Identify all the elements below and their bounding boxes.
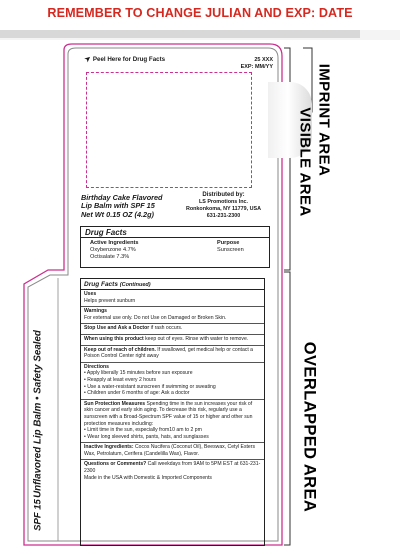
inactive-ingredients-section	[81, 443, 264, 460]
arrow-icon: ➤	[83, 54, 93, 64]
exp-date: EXP: MM/YY	[240, 64, 273, 70]
peel-here-label[interactable]	[85, 55, 165, 63]
product-name-line: Net Wt 0.15 OZ (4.2g)	[81, 209, 154, 219]
made-in-text: Made in the USA with Domestic & Imported Components	[84, 474, 212, 481]
keep-out-text: If swallowed, get medical help or contact a Poison Control Center right away	[84, 346, 254, 360]
uses-heading: Uses	[84, 291, 97, 297]
questions-text: Call weekdays from 9AM to 5PM EST at 631-231-2300	[84, 461, 261, 475]
peel-here-text: Peel Here for Drug Facts	[92, 56, 166, 63]
sun-protection-section	[81, 400, 264, 444]
questions-section	[81, 460, 264, 483]
spf-panel	[22, 490, 54, 540]
overlapped-area-label: OVERLAPPED AREA	[300, 341, 319, 513]
drug-facts-panel	[80, 226, 270, 268]
direction-item: • Apply liberally 15 minutes before sun exposure	[84, 370, 193, 377]
distributor-heading: Distributed by:	[202, 192, 245, 198]
sun-protection-text: Spending time in the sun increases your risk of skin cancer and early skin aging. To decrease this risk, regularly use a sunscreen with a Broad-Spectrum SPF value of 15 or higher and other sun protection measures including:	[84, 400, 253, 427]
product-name-line: Birthday Cake Flavored	[81, 193, 163, 202]
spine-text: Unflavored Lip Balm • Safety Sealed	[32, 330, 44, 498]
keep-out-section	[81, 346, 264, 363]
warnings-section	[81, 307, 264, 324]
spf-label: SPF 15	[32, 499, 44, 531]
stop-use-heading: Stop Use and Ask a Doctor	[84, 325, 150, 332]
uses-text: Helps prevent sunburn	[84, 297, 136, 304]
purpose-column	[217, 240, 244, 254]
visible-area-label: VISIBLE AREA	[296, 107, 314, 217]
product-name	[81, 194, 163, 219]
imprint-area-label: IMPRINT AREA	[315, 63, 333, 177]
continued-title-suffix: (Continued)	[119, 282, 151, 288]
ingredient-octisalate: Octisalate 7.3%	[90, 254, 130, 260]
keep-out-heading: Keep out of reach of children.	[84, 346, 156, 353]
drug-facts-title: Drug Facts	[81, 227, 269, 238]
product-name-line: Lip Balm with SPF 15	[81, 201, 155, 211]
sun-protection-heading: Sun Protection Measures	[84, 400, 146, 407]
sun-protection-item: • Limit time in the sun, especially from10 am to 2 pm	[84, 427, 202, 434]
distributor-info	[176, 192, 271, 220]
questions-heading: Questions or Comments?	[84, 461, 147, 468]
change-date-banner: REMEMBER TO CHANGE JULIAN AND EXP: DATE	[47, 6, 353, 20]
warnings-heading: Warnings	[84, 308, 108, 315]
when-using-section	[81, 335, 264, 346]
distributor-company: LS Promotions Inc.	[198, 199, 249, 205]
directions-heading: Directions	[84, 363, 109, 370]
direction-item: • Reapply at least every 2 hours	[84, 376, 157, 383]
drug-facts-continued-panel	[80, 278, 265, 546]
inactive-ingredients-text: Cocos Nucifera (Coconut Oil), Beeswax, Cetyl Esters Wax, Petrolatum, Cerifera (Candelilla Wax), Flavor.	[84, 444, 255, 457]
continued-title-main: Drug Facts	[84, 281, 118, 288]
lot-exp-info	[221, 57, 273, 71]
when-using-text: keep out of eyes. Rinse with water to remove.	[143, 335, 249, 342]
warnings-text: For external use only. Do not Use on Damaged or Broken Skin.	[84, 314, 227, 321]
purpose-heading: Purpose	[217, 240, 240, 246]
sun-protection-item: • Wear long sleeved shirts, pants, hats, and sunglasses	[84, 433, 209, 440]
directions-section	[81, 363, 264, 400]
direction-item: • Use a water-resistant sunscreen if swimming or sweating	[84, 383, 216, 390]
distributor-address: Ronkonkoma, NY 11779, USA	[185, 206, 262, 212]
overlapped-bracket	[284, 272, 290, 545]
active-ingredients-column	[90, 240, 139, 261]
drug-facts-continued-title	[81, 279, 264, 290]
purpose-sunscreen: Sunscreen	[217, 247, 244, 253]
stop-use-section	[81, 324, 264, 335]
lot-number: 25 XXX	[254, 57, 273, 63]
direction-item: • Children under 6 months of age: Ask a doctor	[84, 390, 190, 397]
when-using-heading: When using this product	[84, 335, 144, 342]
stop-use-text: if rash occurs.	[149, 325, 183, 332]
active-ingredients-heading: Active Ingredients	[90, 240, 139, 246]
distributor-phone: 631-231-2300	[206, 213, 241, 219]
peel-window	[86, 72, 252, 188]
inactive-ingredients-heading: Inactive Ingredients:	[84, 444, 134, 451]
uses-section	[81, 290, 264, 307]
ingredient-oxybenzone: Oxybenzone 4.7%	[90, 247, 136, 253]
